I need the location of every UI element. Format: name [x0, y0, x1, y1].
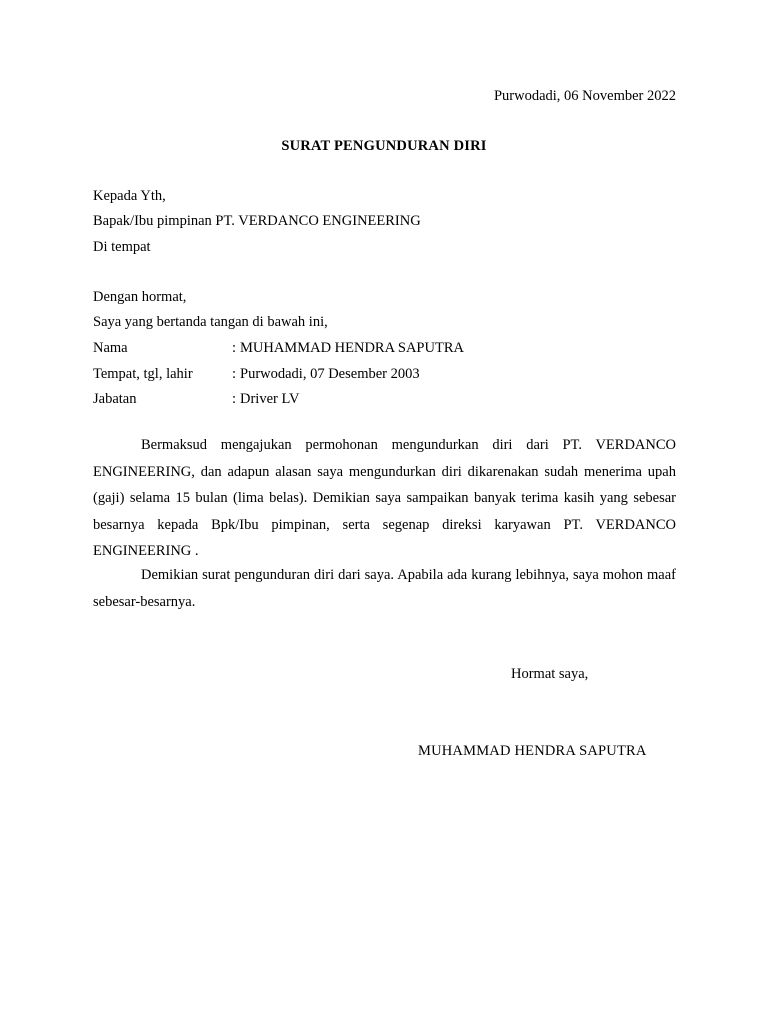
signer-name: MUHAMMAD HENDRA SAPUTRA [418, 743, 647, 759]
paragraph-text: Bermaksud mengajukan permohonan mengundurkan diri dari PT. VERDANCO ENGINEERING, dan adapun alasan saya mengundurkan diri dikarenakan sudah menerima upah (gaji) selama 15 bulan (lima belas). Demikian saya sampaikan banyak terima kasih yang sebesar besarnya kepada Bpk/Ibu pimpinan, serta segenap direksi karyawan PT. VERDANCO ENGINEERING . [93, 437, 676, 559]
intro-line: Saya yang bertanda tangan di bawah ini, [93, 314, 328, 330]
field-value: MUHAMMAD HENDRA SAPUTRA [240, 340, 464, 356]
field-label: Tempat, tgl, lahir [93, 366, 193, 382]
letter-title: SURAT PENGUNDURAN DIRI [281, 138, 487, 154]
field-label: Nama [93, 340, 128, 356]
greeting: Dengan hormat, [93, 289, 187, 305]
field-separator: : [232, 366, 237, 382]
recipient-line-2: Bapak/Ibu pimpinan PT. VERDANCO ENGINEERING [93, 213, 421, 229]
closing: Hormat saya, [511, 666, 589, 682]
field-separator: : [232, 391, 237, 407]
recipient-line-1: Kepada Yth, [93, 188, 166, 204]
field-value: Purwodadi, 07 Desember 2003 [240, 366, 420, 382]
letter-date: Purwodadi, 06 November 2022 [493, 88, 676, 104]
recipient-line-3: Di tempat [93, 239, 151, 255]
paragraph-text: Demikian surat pengunduran diri dari saya. Apabila ada kurang lebihnya, saya mohon maaf sebesar-besarnya. [93, 567, 676, 610]
field-separator: : [232, 340, 237, 356]
body-paragraph-1 [93, 432, 676, 565]
field-label: Jabatan [93, 391, 137, 407]
field-value: Driver LV [240, 391, 300, 407]
body-paragraph-2 [93, 562, 676, 615]
